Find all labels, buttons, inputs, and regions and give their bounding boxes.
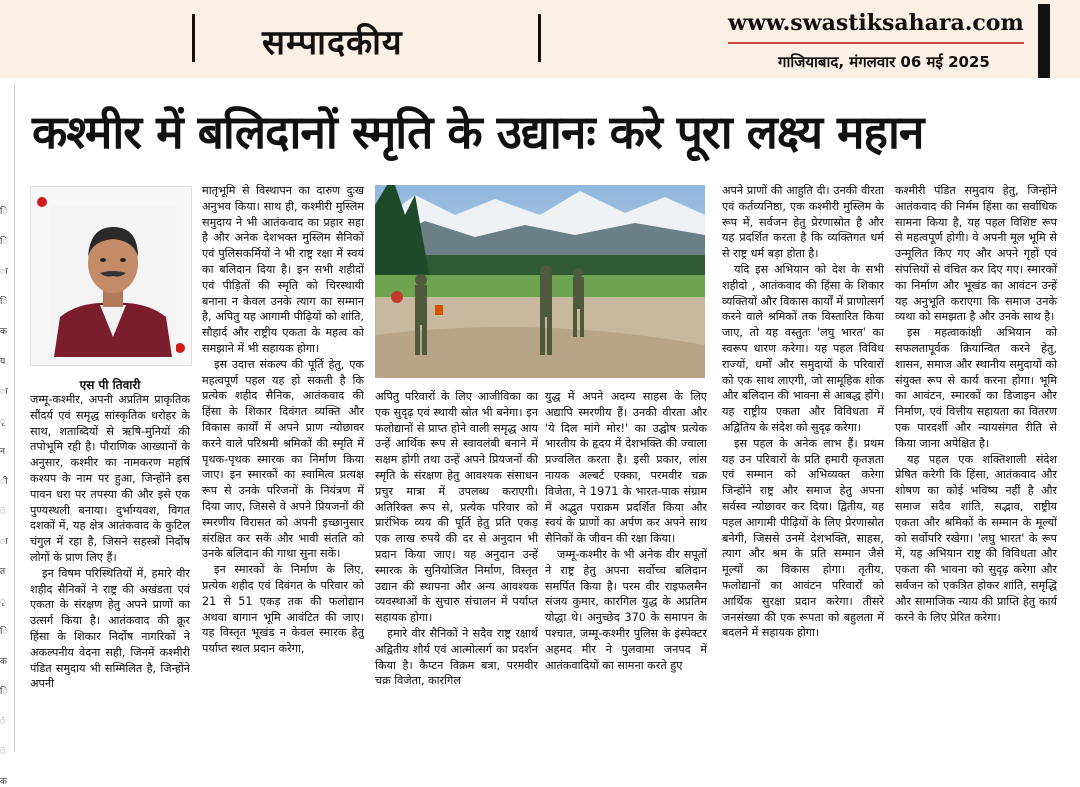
paragraph: यह पहल एक शक्तिशाली संदेश प्रेषित करेगी कि हिंसा, आतंकवाद और शोषण का कोई भविष्य नहीं है और समाज सदैव शांति, सद्भाव, राष्ट्रीय एकता और श्रमिकों के सम्मान के मूल्यों को सर्वोपरि रखेगा। 'लघु भारत' के रूप में, यह अभियान राष्ट्र की विविधता और एकता की भावना को सुदृढ़ करेगा और सर्वजन को एकत्रित होकर शांति, समृद्धि और सामाजिक न्याय की प्राप्ति हेतु कार्य करने के लिए प्रेरित करेगा। xyxy=(895,452,1057,624)
paragraph: अपितु परिवारों के लिए आजीविका का एक सुदृढ़ एवं स्थायी स्रोत भी बनेगा। इन फलोद्यानों से प्राप्त होने वाली समृद्ध आय उन्हें आर्थिक रूप से स्वावलंबी बनाने में सक्षम होगी तथा उन्हें अपने प्रियजनों की स्मृति के संरक्षण हेतु आवश्यक संसाधन प्रचुर मात्रा में उपलब्ध कराएगी। अतिरिक्त रूप से, प्रत्येक परिवार को प्रारंभिक व्यय की पूर्ति हेतु प्रति एकड़ एक लाख रुपये की दर से अनुदान भी प्रदान किया जाए। यह अनुदान उन्हें स्मारक के सुनियोजित निर्माण, विस्तृत उद्यान की स्थापना और अन्य आवश्यक व्यवस्थाओं के सुचारु संचालन में पर्याप्त सहायक होगा। xyxy=(375,390,538,625)
strip-glyph: ि xyxy=(0,297,8,307)
column-4 xyxy=(545,389,707,752)
strip-glyph: ि xyxy=(0,687,8,697)
author-portrait xyxy=(50,205,176,357)
paragraph: जम्मू-कश्मीर, अपनी अप्रतिम प्राकृतिक सौंदर्य एवं समृद्ध सांस्कृतिक धरोहर के साथ, शताब्दियों से ऋषि-मुनियों की तपोभूमि रही है। पौराणिक आख्यानों के अनुसार, कश्मीर का नामकरण महर्षि कश्यप के नाम पर हुआ, जिन्होंने इस पावन धरा पर तपस्या की और इसे एक पुण्यस्थली बनाया। दुर्भाग्यवश, विगत दशकों में, यह क्षेत्र आतंकवाद के कुटिल चंगुल में रहा है, जिसने सहस्त्रों निर्दोष लोगों के प्राण लिए हैं। xyxy=(30,393,190,564)
paragraph: इस उदात्त संकल्प की पूर्ति हेतु, एक महत्वपूर्ण पहल यह हो सकती है कि प्रत्येक शहीद सैनिक, आतंकवाद की हिंसा के शिकार दिवंगत व्यक्ति और विकास कार्यों में अपने प्राण न्योछावर करने वाले परिश्रमी श्रमिकों की स्मृति में पृथक-पृथक स्मारक का निर्माण किया जाए। इन स्मारकों का स्वामित्व प्रत्यक्ष रूप से उनके परिजनों के नियंत्रण में दिया जाए, जिससे वे अपने प्रियजनों की स्मरणीय विरासत को अपनी इच्छानुसार संरक्षित कर सकें और भावी संतति को उनके बलिदान की गाथा सुना सकें। xyxy=(202,357,364,561)
strip-glyph: ृ xyxy=(0,597,6,607)
headline: कश्मीर में बलिदानों स्मृति के उद्यानः करे पूरा लक्ष्य महान xyxy=(32,105,924,159)
strip-glyph: ि xyxy=(0,237,8,247)
strip-glyph: ं xyxy=(0,507,6,517)
red-dot-decoration xyxy=(175,343,185,353)
paragraph: युद्ध में अपने अदम्य साहस के लिए अद्यापि स्मरणीय हैं। उनकी वीरता और 'ये दिल मांगे मोर!' का उद्घोष प्रत्येक भारतीय के हृदय में देशभक्ति की ज्वाला प्रज्वलित करता है। इसी प्रकार, लांस नायक अल्बर्ट एक्का, परमवीर चक्र विजेता, ने 1971 के भारत-पाक संग्राम में अद्भुत पराक्रम प्रदर्शित किया और स्वयं के प्राणों का अर्पण कर अपने साथ सैनिकों के जीवन की रक्षा किया। xyxy=(545,390,707,546)
strip-glyph: य xyxy=(0,357,6,367)
kashmir-soldiers-photo xyxy=(375,185,705,378)
website-url: www.swastiksahara.com xyxy=(728,10,1024,36)
author-byline: एस पी तिवारी xyxy=(79,378,141,392)
paragraph: कश्मीरी पंडित समुदाय हेतु, जिन्होंने आतंकवाद की निर्मम हिंसा का सर्वाधिक सामना किया है, यह पहल विशिष्ट रूप से महत्वपूर्ण होगी। वे अपनी मूल भूमि से उन्मूलित किए गए और अपने गृहों एवं संपत्तियों से वंचित कर दिए गए। स्मारकों का निर्माण और भूखंड का आवंटन उन्हें यह अनुभूति कराएगा कि समाज उनके व्यथा को समझता है और उनके साथ है। xyxy=(895,184,1057,324)
strip-glyph: ा xyxy=(0,537,8,547)
paragraph: अपने प्राणों की आहुति दी। उनकी वीरता एवं कर्तव्यनिष्ठा, एक कश्मीरी मुस्लिम के रूप में, सर्वजन हेतु प्रेरणास्रोत है और यह प्रदर्शित करता है कि व्यक्तिगत धर्म से राष्ट्र धर्म बड़ा होता है। xyxy=(722,184,884,261)
strip-glyph: ी xyxy=(0,477,8,487)
strip-glyph: ं xyxy=(0,747,6,757)
strip-glyph: ि xyxy=(0,207,8,217)
column-2 xyxy=(202,183,364,752)
strip-glyph: त xyxy=(0,567,6,577)
strip-glyph: क xyxy=(0,327,7,337)
strip-glyph: ा xyxy=(0,387,8,397)
column-3 xyxy=(375,389,538,752)
adjacent-page-strip xyxy=(0,84,15,787)
paragraph: जम्मू-कश्मीर के भी अनेक वीर सपूतों ने राष्ट्र हेतु अपना सर्वोच्च बलिदान समर्पित किया है। परम वीर राइफलमैन संजय कुमार, कारगिल युद्ध के अप्रतिम योद्धा थे। अनुच्छेद 370 के समापन के पश्चात, जम्मू-कश्मीर पुलिस के इंस्पेक्टर अहमद मीर ने पुलवामा जनपद में आतंकवादियों का सामना करते हुए xyxy=(545,547,707,672)
paragraph: इस पहल के अनेक लाभ हैं। प्रथम यह उन परिवारों के प्रति हमारी कृतज्ञता एवं सम्मान को अभिव्यक्त करेगा जिन्होंने राष्ट्र और समाज हेतु अपना सर्वस्व न्योछावर कर दिया। द्वितीय, यह पहल आगामी पीढ़ियों के लिए प्रेरणास्रोत बनेगी, जिससे उनमें देशभक्ति, साहस, त्याग और श्रम के प्रति सम्मान जैसे मूल्यों का विकास होगा। तृतीय, फलोद्यानों का आवंटन परिवारों को आर्थिक सुरक्षा प्रदान करेगा। तीसरे जनसंख्या की एक रूपता को बहुलता में बदलने में सहायक होगा। xyxy=(722,436,884,640)
dateline: गाजियाबाद, मंगलवार 06 मई 2025 xyxy=(778,53,990,71)
strip-glyph: ृ xyxy=(0,417,6,427)
column-1 xyxy=(30,392,190,752)
paragraph: यदि इस अभियान को देश के सभी शहीदो , आतंकवाद की हिंसा के शिकार व्यक्तियों और विकास कार्यों में प्राणोत्सर्ग करने वाले श्रमिकों तक विस्तारित किया जाए, तो यह वस्तुतः 'लघु भारत' का स्वरूप धारण करेगा। यह पहल विविध राज्यों, धर्मों और समुदायों के परिवारों को एक साथ लाएगी, जो सामूहिक शोक और बलिदान की भावना से आबद्ध होंगे। यह राष्ट्रीय एकता और विविधता में अद्वितिय के संदेश को सुदृढ़ करेगा। xyxy=(722,262,884,434)
strip-glyph: क xyxy=(0,657,7,667)
masthead-divider-right xyxy=(538,14,541,62)
strip-glyph: ा xyxy=(0,267,8,277)
page-edge-bar xyxy=(1038,4,1050,78)
paragraph: हमारे वीर सैनिकों ने सदैव राष्ट्र रक्षार्थ अद्वितीय शौर्य एवं आत्मोत्सर्ग का प्रदर्शन किया है। कैप्टन विक्रम बत्रा, परमवीर चक्र विजेता, कारगिल xyxy=(375,626,538,688)
paragraph: मातृभूमि से विस्थापन का दारुण दुःख अनुभव किया। साथ ही, कश्मीरी मुस्लिम समुदाय ने भी आतंकवाद का प्रहार सहा है और अनेक देशभक्त मुस्लिम सैनिकों एवं पुलिसकर्मियों ने भी राष्ट्र रक्षा में स्वयं का बलिदान दिया है। इन सभी शहीदों एवं पीड़ितों की स्मृति को चिरस्थायी बनाना न केवल उनके त्याग का सम्मान है, अपितु यह आगामी पीढ़ियों को शांति, सौहार्द और राष्ट्रीय एकता के महत्व को समझाने में भी सहायक होगा। xyxy=(202,184,364,355)
red-dot-decoration xyxy=(37,197,47,207)
paragraph: इन विषम परिस्थितियों में, हमारे वीर शहीद सैनिकों ने राष्ट्र की अखंडता एवं एकता के संरक्षण हेतु अपने प्राणों का उत्सर्ग किया है। आतंकवाद की क्रूर हिंसा के शिकार निर्दोष नागरिकों ने अकल्पनीय वेदना सही, जिनमें कश्मीरी पंडित समुदाय भी सम्मिलित है, जिन्होंने अपनी xyxy=(30,566,190,691)
strip-glyph: ं xyxy=(0,717,6,727)
paragraph: इस महत्वाकांक्षी अभियान को सफलतापूर्वक क्रियान्वित करने हेतु, शासन, समाज और स्थानीय समुदायों को संयुक्त रूप से कार्य करना होगा। भूमि का आवंटन, स्मारकों का डिजाइन और निर्माण, एवं वित्तीय सहायता का वितरण एक पारदर्शी और न्यायसंगत रीति से किया जाना अपेक्षित है। xyxy=(895,326,1057,450)
strip-glyph: न xyxy=(0,447,5,457)
website-underline xyxy=(728,42,1024,44)
section-title: सम्पादकीय xyxy=(262,23,403,63)
paragraph: इन स्मारकों के निर्माण के लिए, प्रत्येक शहीद एवं दिवंगत के परिवार को 21 से 51 एकड़ तक की फलोद्यान अथवा बागान भूमि आवंटित की जाए। यह विस्तृत भूखंड न केवल स्मारक हेतु पर्याप्त स्थल प्रदान करेगा, xyxy=(202,563,364,656)
column-6 xyxy=(895,183,1057,752)
masthead-divider-left xyxy=(192,14,195,62)
strip-glyph: ि xyxy=(0,627,8,637)
column-5 xyxy=(722,183,884,752)
strip-glyph: क xyxy=(0,777,7,787)
